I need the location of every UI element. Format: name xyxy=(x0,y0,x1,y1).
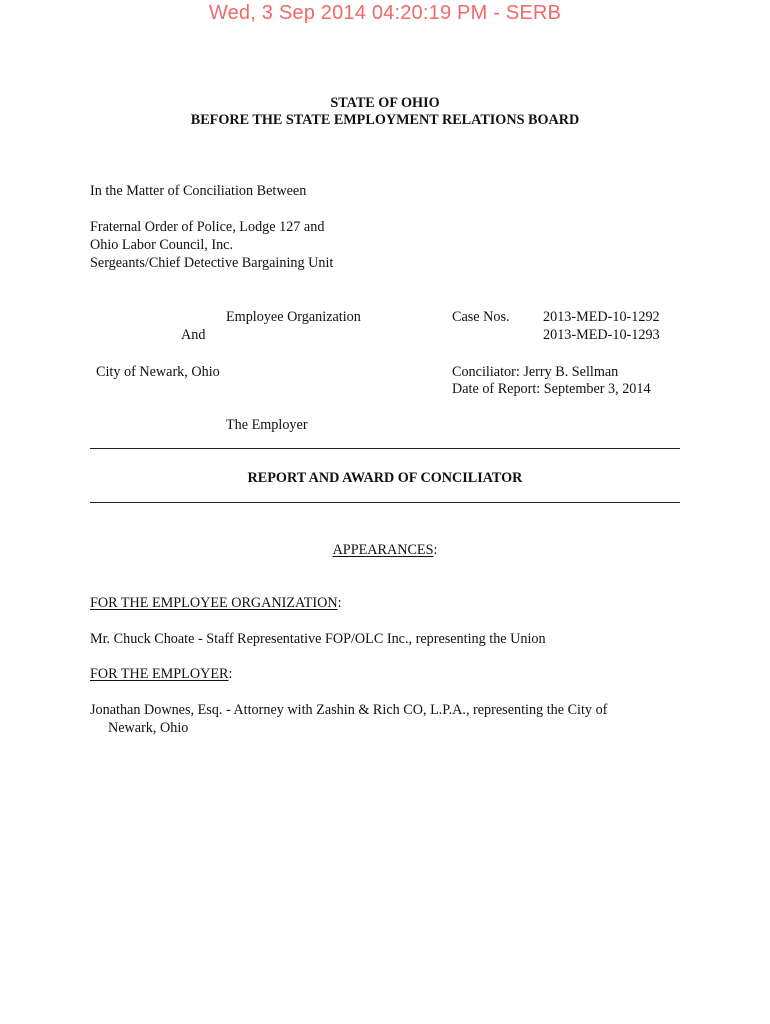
employer-colon: : xyxy=(228,666,233,682)
party-line-3: Sergeants/Chief Detective Bargaining Unit xyxy=(90,255,334,271)
employee-org-heading xyxy=(90,594,342,612)
employee-org-label: Employee Organization xyxy=(226,309,361,325)
employer-rep-line-2: Newark, Ohio xyxy=(108,720,189,736)
appearances-heading xyxy=(90,541,680,559)
case-nos-label: Case Nos. xyxy=(452,309,510,325)
employer-heading xyxy=(90,665,232,683)
case-number-1: 2013-MED-10-1292 xyxy=(543,309,660,325)
case-number-2: 2013-MED-10-1293 xyxy=(543,327,660,343)
employer-heading-text: FOR THE EMPLOYER xyxy=(90,666,229,682)
appearances-heading-text: APPEARANCES xyxy=(332,542,434,558)
header-board: BEFORE THE STATE EMPLOYMENT RELATIONS BOARD xyxy=(190,112,580,128)
divider-top xyxy=(90,448,680,449)
employee-org-colon: : xyxy=(337,595,342,611)
employer-rep-line-1: Jonathan Downes, Esq. - Attorney with Zashin & Rich CO, L.P.A., representing the City of xyxy=(90,702,608,718)
timestamp-stamp: Wed, 3 Sep 2014 04:20:19 PM - SERB xyxy=(208,2,562,24)
appearances-colon: : xyxy=(433,542,438,558)
date-of-report: Date of Report: September 3, 2014 xyxy=(452,381,651,397)
report-title: REPORT AND AWARD OF CONCILIATOR xyxy=(247,470,523,486)
party-line-2: Ohio Labor Council, Inc. xyxy=(90,237,234,253)
employee-org-heading-text: FOR THE EMPLOYEE ORGANIZATION xyxy=(90,595,338,611)
party-line-1: Fraternal Order of Police, Lodge 127 and xyxy=(90,219,325,235)
conciliator: Conciliator: Jerry B. Sellman xyxy=(452,364,619,380)
employer-name: City of Newark, Ohio xyxy=(96,364,220,380)
header-state: STATE OF OHIO xyxy=(330,95,440,111)
and-label: And xyxy=(181,327,206,343)
employee-org-rep: Mr. Chuck Choate - Staff Representative FOP/OLC Inc., representing the Union xyxy=(90,631,546,647)
matter-intro: In the Matter of Conciliation Between xyxy=(90,183,307,199)
divider-bottom xyxy=(90,502,680,503)
employer-label: The Employer xyxy=(226,417,308,433)
